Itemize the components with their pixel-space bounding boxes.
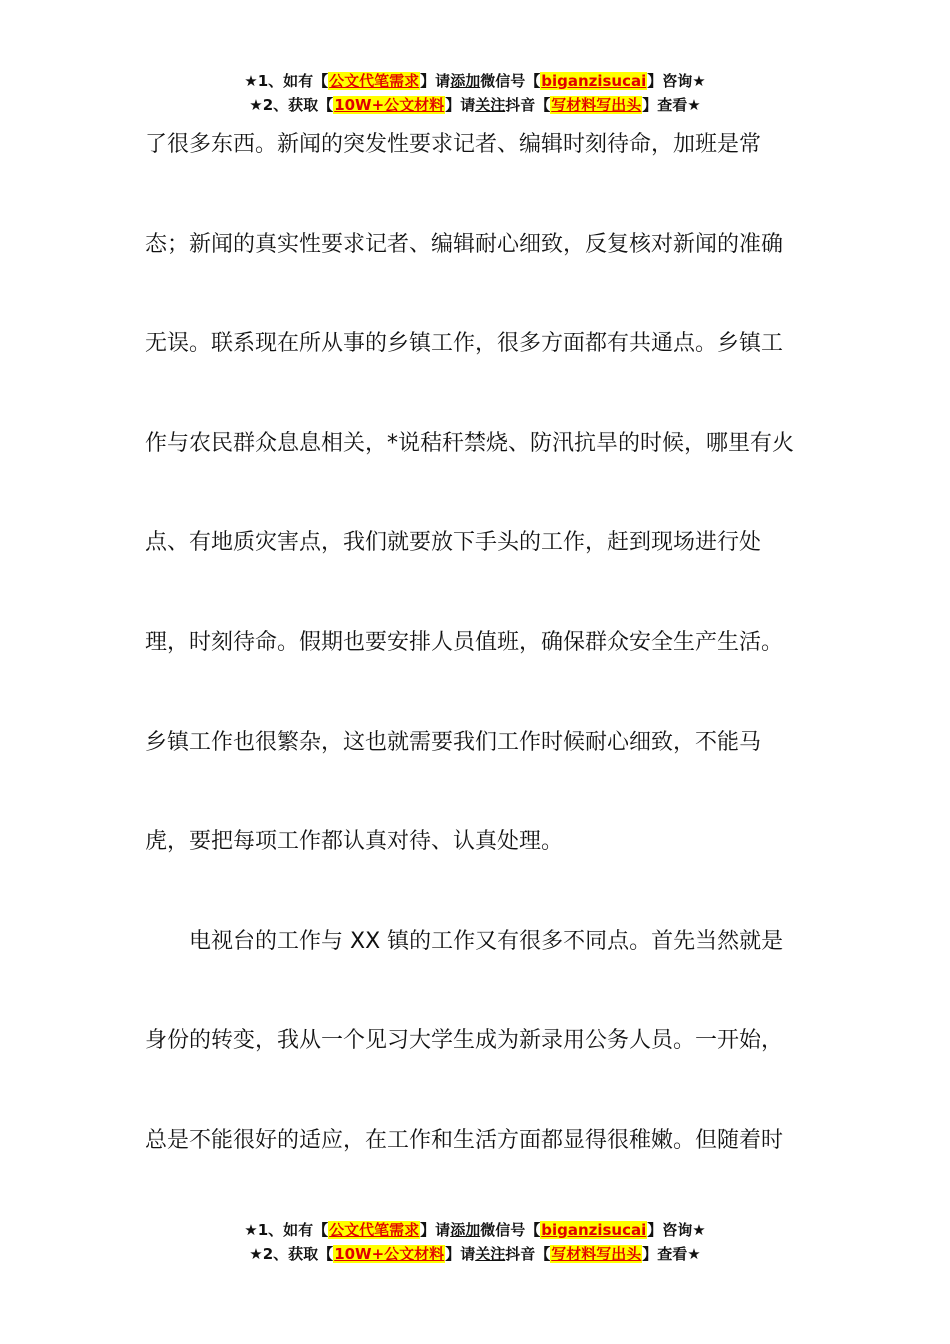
highlight-materials: 10W+公文材料 xyxy=(334,96,445,114)
paragraph-start-line: 电视台的工作与 XX 镇的工作又有很多不同点。首先当然就是 xyxy=(189,928,784,954)
text: 抖音【 xyxy=(505,1245,551,1263)
highlight-wechat-id: biganzisucai xyxy=(541,72,647,90)
highlight-service: 公文代笔需求 xyxy=(329,72,420,90)
promo-line-1 xyxy=(0,69,950,93)
promo-banner-top xyxy=(0,69,950,117)
emphasis-text: 添加 xyxy=(450,1221,481,1239)
emphasis-text: 添加 xyxy=(450,72,481,90)
text-line: 总是不能很好的适应，在工作和生活方面都显得很稚嫩。但随着时 xyxy=(145,1127,784,1153)
text: ★2、获取【 xyxy=(249,1245,334,1263)
highlight-service: 公文代笔需求 xyxy=(329,1221,420,1239)
document-body xyxy=(145,120,810,1216)
highlight-wechat-id: biganzisucai xyxy=(541,1221,647,1239)
text: 抖音【 xyxy=(505,96,551,114)
text: ★2、获取【 xyxy=(249,96,334,114)
highlight-materials: 10W+公文材料 xyxy=(334,1245,445,1263)
text-line: 作与农民群众息息相关，*说秸秆禁烧、防汛抗旱的时候，哪里有火 xyxy=(145,430,795,456)
text: 】查看★ xyxy=(642,96,701,114)
text: 】请 xyxy=(420,1221,451,1239)
text: 】请 xyxy=(445,96,476,114)
text: 】请 xyxy=(420,72,451,90)
text-line: 点、有地质灾害点，我们就要放下手头的工作，赶到现场进行处 xyxy=(145,530,762,556)
text-line: 了很多东西。新闻的突发性要求记者、编辑时刻待命，加班是常 xyxy=(145,132,762,157)
text: 】查看★ xyxy=(642,1245,701,1263)
emphasis-text: 关注 xyxy=(475,1245,506,1263)
text: 微信号【 xyxy=(480,1221,541,1239)
highlight-douyin-account: 写材料写出头 xyxy=(551,1245,642,1263)
text: 微信号【 xyxy=(480,72,541,90)
promo-line-2 xyxy=(0,1242,950,1266)
text-line: 理，时刻待命。假期也要安排人员值班，确保群众安全生产生活。 xyxy=(145,629,784,655)
text: 】咨询★ xyxy=(647,72,706,90)
promo-banner-bottom xyxy=(0,1218,950,1266)
text-line: 乡镇工作也很繁杂，这也就需要我们工作时候耐心细致，不能马 xyxy=(145,729,762,755)
emphasis-text: 关注 xyxy=(475,96,506,114)
text-line: 身份的转变，我从一个见习大学生成为新录用公务人员。一开始， xyxy=(145,1028,784,1054)
text: 】请 xyxy=(445,1245,476,1263)
text: ★1、如有【 xyxy=(244,1221,329,1239)
text-line: 虎，要把每项工作都认真对待、认真处理。 xyxy=(145,829,564,855)
text-line: 无误。联系现在所从事的乡镇工作，很多方面都有共通点。乡镇工 xyxy=(145,331,784,357)
highlight-douyin-account: 写材料写出头 xyxy=(551,96,642,114)
text-line: 态；新闻的真实性要求记者、编辑耐心细致，反复核对新闻的准确 xyxy=(145,231,784,257)
promo-line-2 xyxy=(0,93,950,117)
promo-line-1 xyxy=(0,1218,950,1242)
text: ★1、如有【 xyxy=(244,72,329,90)
text: 】咨询★ xyxy=(647,1221,706,1239)
